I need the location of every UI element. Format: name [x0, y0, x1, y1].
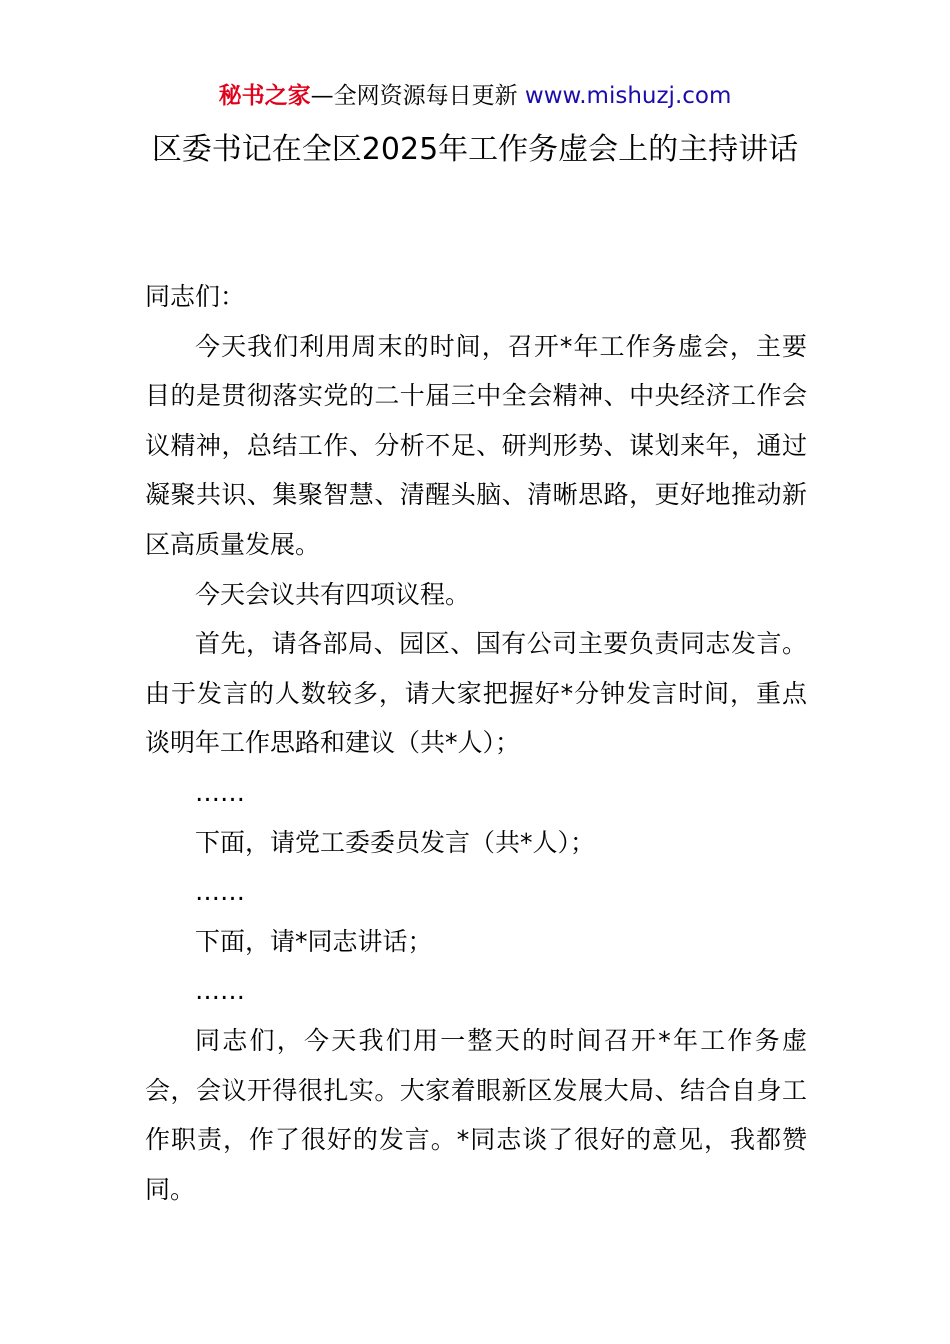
paragraph-third-item: 下面，请*同志讲话；: [195, 926, 433, 956]
paragraph-opening: 今天我们利用周末的时间，召开*年工作务虚会，主要目的是贯彻落实党的二十届三中全会精神、中央经济工作会议精神，总结工作、分析不足、研判形势、谋划来年，通过凝聚共识、集聚智慧、清醒头脑、清晰思路，更好地推动新区高质量发展。: [145, 331, 807, 559]
site-brand: 秘书之家: [218, 83, 311, 109]
paragraph-agenda: 今天会议共有四项议程。: [195, 579, 471, 609]
salutation: 同志们：: [145, 282, 246, 311]
site-tagline: —全网资源每日更新: [310, 83, 525, 109]
paragraph-second-item: 下面，请党工委委员发言（共*人）；: [195, 827, 596, 857]
document-title: 区委书记在全区2025年工作务虚会上的主持讲话: [151, 132, 799, 167]
document-body: [145, 272, 807, 1214]
site-header: [0, 80, 950, 112]
ellipsis-3: ……: [195, 976, 245, 1006]
ellipsis-2: ……: [195, 877, 245, 907]
paragraph-summary: 同志们，今天我们用一整天的时间召开*年工作务虚会，会议开得很扎实。大家着眼新区发展大局、结合自身工作职责，作了很好的发言。*同志谈了很好的意见，我都赞同。: [145, 1025, 807, 1204]
site-url-link[interactable]: www.mishuzj.com: [524, 83, 732, 109]
ellipsis-1: ……: [195, 777, 245, 807]
paragraph-first-item: 首先，请各部局、园区、国有公司主要负责同志发言。由于发言的人数较多，请大家把握好*分钟发言时间，重点谈明年工作思路和建议（共*人）；: [145, 629, 807, 758]
